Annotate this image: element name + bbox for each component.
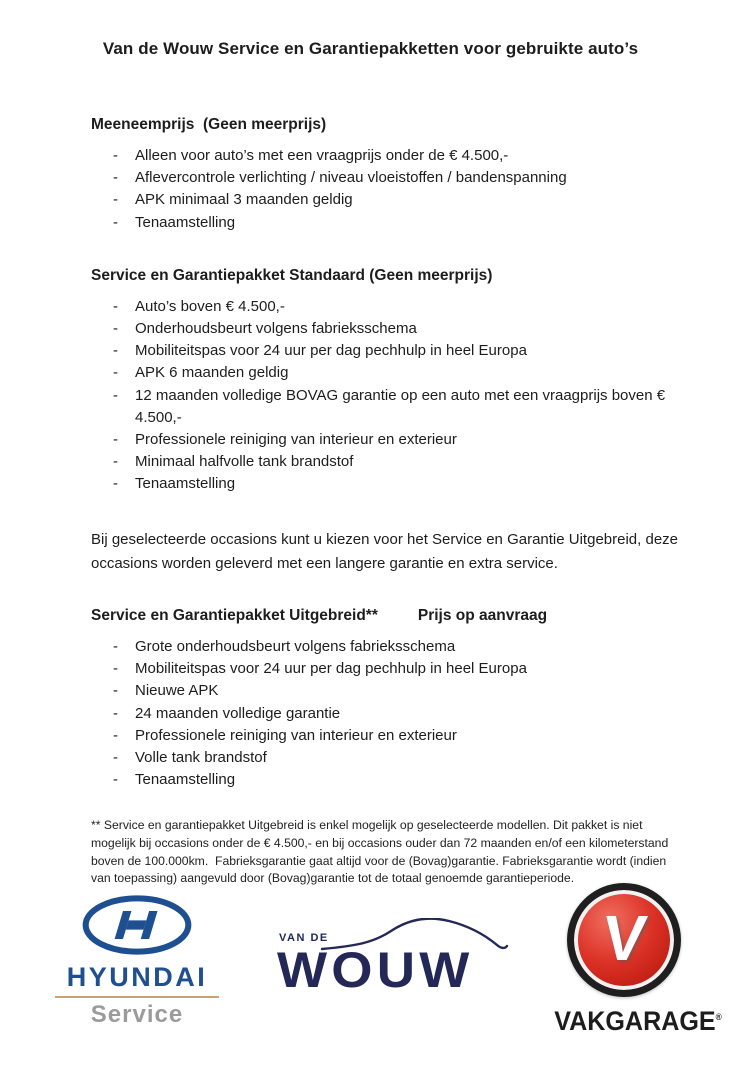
- hyundai-emblem-icon: [81, 895, 193, 955]
- list-item: [113, 429, 696, 451]
- bullet-dash: -: [113, 726, 118, 744]
- hyundai-service-label: Service: [90, 1000, 184, 1028]
- bullet-dash: -: [113, 475, 118, 493]
- list-item: [113, 212, 696, 234]
- section-heading: Meeneemprijs (Geen meerprijs): [91, 116, 327, 133]
- list-item: [113, 747, 696, 769]
- bullet-list: [91, 636, 696, 791]
- bullet-dash: -: [113, 297, 118, 315]
- item-text: Grote onderhoudsbeurt volgens fabrieksschema: [135, 638, 456, 656]
- vakgarage-badge-icon: [567, 883, 681, 997]
- item-text: 24 maanden volledige garantie: [135, 704, 341, 722]
- van-de-label: VAN DE: [279, 931, 329, 944]
- vakgarage-name: VAKGARAGE: [554, 1005, 716, 1036]
- bullet-dash: -: [113, 147, 118, 164]
- van-de-wouw-logo: [277, 916, 509, 1008]
- bullet-dash: -: [113, 320, 118, 338]
- bullet-list: [91, 296, 696, 496]
- item-text: APK minimaal 3 maanden geldig: [135, 191, 353, 209]
- bullet-dash: -: [113, 213, 118, 231]
- bullet-dash: -: [113, 191, 118, 209]
- vakgarage-logo: [549, 883, 722, 1037]
- item-text: Tenaamstelling: [135, 475, 236, 493]
- item-text: Onderhoudsbeurt volgens fabrieksschema: [135, 320, 417, 338]
- bullet-dash: -: [113, 749, 118, 767]
- bullet-dash: -: [113, 169, 118, 187]
- list-item: [113, 725, 696, 747]
- section-heading: Service en Garantiepakket Standaard (Geen meerprijs): [91, 266, 493, 284]
- item-text: Minimaal halfvolle tank brandstof: [135, 453, 354, 471]
- logos-row: [0, 895, 741, 1060]
- item-text: Professionele reiniging van interieur en exterieur: [135, 726, 457, 744]
- list-item: [113, 451, 696, 473]
- hyundai-service-logo: [54, 895, 220, 1029]
- bullet-dash: -: [113, 704, 118, 722]
- bullet-dash: -: [113, 638, 118, 656]
- bullet-dash: -: [113, 364, 118, 382]
- item-text: Tenaamstelling: [135, 213, 236, 231]
- list-item: [113, 145, 696, 167]
- bullet-dash: -: [113, 682, 118, 700]
- bullet-dash: -: [113, 453, 118, 471]
- footnote: ** Service en garantiepakket Uitgebreid is enkel mogelijk op geselecteerde modellen. Dit pakket is niet mogelijk bij occasions onder de € 4.500,- en bij occasions ouder dan 72 maanden en/of een kilometerstand boven de 100.000km. Fabrieksgarantie gaat altijd voor de (Bovag)garantie. Fabrieksgarantie wordt (indien van toepassing) aangevuld door (Bovag)garantie tot de totaal genoemde garantieperiode.: [91, 818, 672, 886]
- vakgarage-v-letter: V: [598, 901, 651, 974]
- section-standaard: [91, 267, 696, 496]
- bullet-dash: -: [113, 660, 118, 678]
- list-item: [113, 318, 696, 340]
- wouw-wordmark: WOUW: [277, 941, 474, 998]
- section-meeneemprijs: [91, 116, 696, 234]
- hyundai-divider-line: [55, 996, 219, 998]
- list-item: [113, 703, 696, 725]
- item-text: Nieuwe APK: [135, 682, 219, 700]
- list-item: [113, 189, 696, 211]
- item-text: Professionele reiniging van interieur en exterieur: [135, 431, 457, 449]
- registered-mark: ®: [715, 1011, 722, 1022]
- bullet-dash: -: [113, 431, 118, 449]
- heading-price-note: Prijs op aanvraag: [417, 607, 548, 625]
- list-item: [113, 385, 696, 429]
- item-text: APK 6 maanden geldig: [135, 364, 289, 382]
- document-body: [0, 116, 741, 888]
- bullet-dash: -: [113, 771, 118, 789]
- heading-left: Service en Garantiepakket Uitgebreid**: [91, 607, 378, 625]
- vakgarage-wordmark: [554, 1005, 722, 1037]
- hyundai-wordmark: HYUNDAI: [66, 961, 208, 992]
- item-text: Aflevercontrole verlichting / niveau vloeistoffen / bandenspanning: [135, 169, 567, 187]
- list-item: [113, 680, 696, 702]
- bullet-dash: -: [113, 386, 118, 404]
- section-uitgebreid: [91, 607, 696, 791]
- bullet-dash: -: [113, 342, 118, 360]
- bullet-list: [91, 145, 696, 234]
- item-text: Tenaamstelling: [135, 771, 236, 789]
- list-item: [113, 340, 696, 362]
- intro-paragraph: Bij geselecteerde occasions kunt u kiezen voor het Service en Garantie Uitgebreid, deze occasions worden geleverd met een langere garantie en extra service.: [91, 530, 678, 572]
- list-item: [113, 473, 696, 495]
- list-item: [113, 658, 696, 680]
- page-title: Van de Wouw Service en Garantiepakketten voor gebruikte auto’s: [102, 39, 639, 58]
- list-item: [113, 636, 696, 658]
- list-item: [113, 167, 696, 189]
- item-text: 12 maanden volledige BOVAG garantie op een auto met een vraagprijs boven € 4.500,-: [135, 386, 666, 426]
- item-text: Auto’s boven € 4.500,-: [135, 297, 285, 315]
- item-text: Alleen voor auto’s met een vraagprijs onder de € 4.500,-: [135, 147, 509, 164]
- item-text: Volle tank brandstof: [135, 749, 267, 767]
- section-heading: [91, 607, 696, 625]
- list-item: [113, 296, 696, 318]
- list-item: [113, 769, 696, 791]
- item-text: Mobiliteitspas voor 24 uur per dag pechhulp in heel Europa: [135, 660, 527, 678]
- item-text: Mobiliteitspas voor 24 uur per dag pechhulp in heel Europa: [135, 342, 527, 360]
- list-item: [113, 362, 696, 384]
